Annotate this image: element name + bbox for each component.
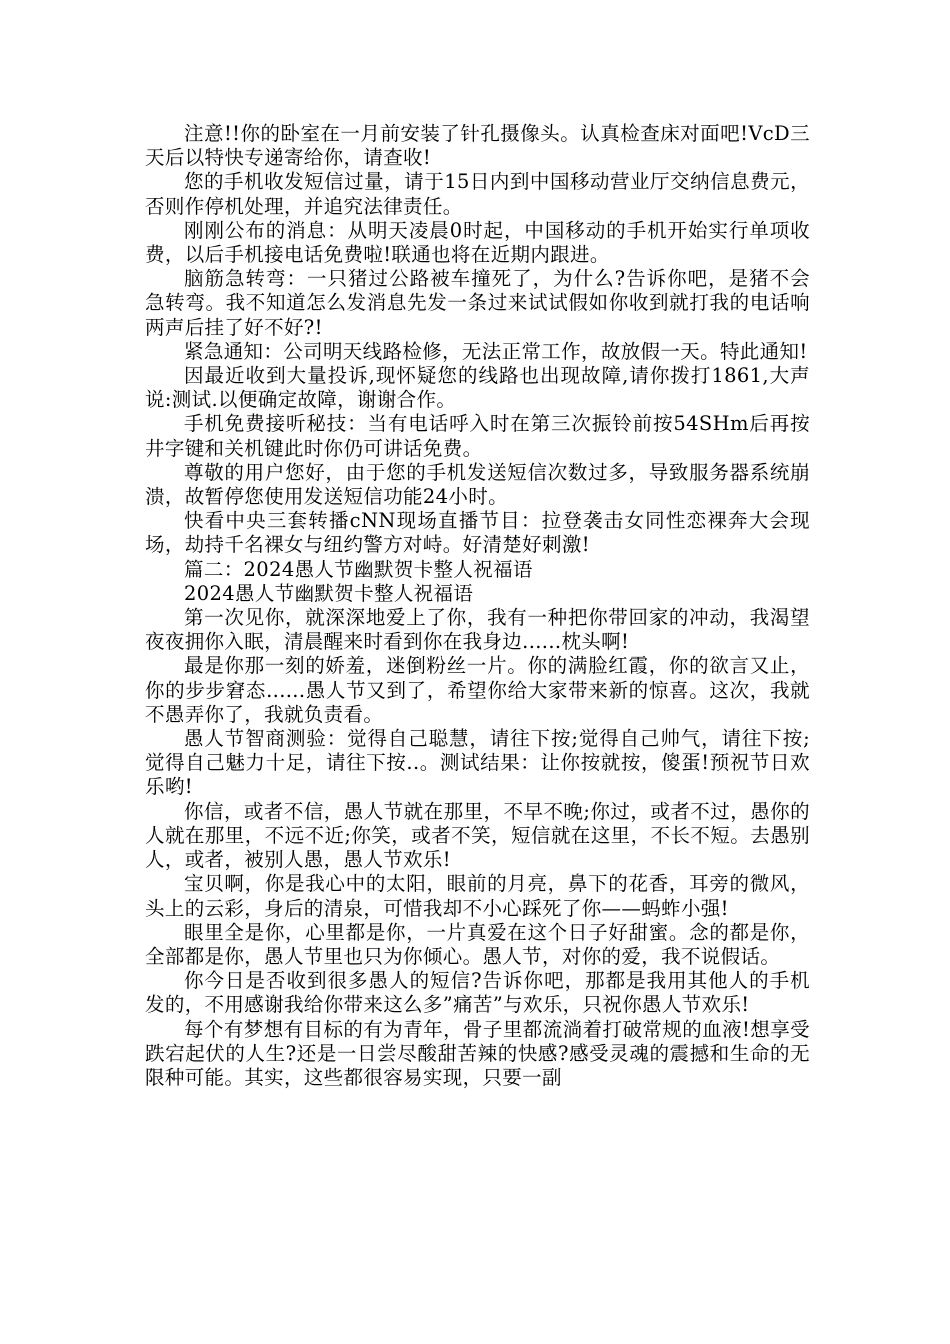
paragraph: 紧急通知：公司明天线路检修，无法正常工作，故放假一天。特此通知! [184,339,808,363]
paragraph: 你信，或者不信，愚人节就在那里，不早不晚;你过，或者不过，愚你的人就在那里，不远不近;你笑，或者不笑，短信就在这里，不长不短。去愚别人，或者，被别人愚，愚人节欢乐! [145,799,810,872]
paragraph: 你今日是否收到很多愚人的短信?告诉你吧，那都是我用其他人的手机发的，不用感谢我给你带来这么多”痛苦”与欢乐，只祝你愚人节欢乐! [145,969,810,1017]
section-heading: 篇二：2024愚人节幽默贺卡整人祝福语 [184,557,533,581]
paragraph: 最是你那一刻的娇羞，迷倒粉丝一片。你的满脸红霞，你的欲言又止，你的步步窘态......愚人节又到了，希望你给大家带来新的惊喜。这次，我就不愚弄你了，我就负责看。 [145,654,810,726]
paragraph: 尊敬的用户您好，由于您的手机发送短信次数过多，导致服务器系统崩溃，故暂停您使用发送短信功能24小时。 [145,460,810,509]
paragraph: 每个有梦想有目标的有为青年，骨子里都流淌着打破常规的血液!想享受跌宕起伏的人生?还是一日尝尽酸甜苦辣的快感?感受灵魂的震撼和生命的无限种可能。其实，这些都很容易实现，只要一副 [145,1017,810,1089]
paragraph: 快看中央三套转播cNN现场直播节目：拉登袭击女同性恋裸奔大会现场，劫持千名裸女与纽约警方对峙。好清楚好刺激! [145,509,810,557]
document-body [145,122,810,1090]
paragraph: 您的手机收发短信过量，请于15日内到中国移动营业厅交纳信息费元，否则作停机处理，并追究法律责任。 [145,170,810,218]
paragraph: 因最近收到大量投诉,现怀疑您的线路也出现故障,请你拨打1861,大声说:测试.以便确定故障，谢谢合作。 [145,364,810,412]
paragraph: 眼里全是你，心里都是你，一片真爱在这个日子好甜蜜。念的都是你，全部都是你，愚人节里也只为你倾心。愚人节，对你的爱，我不说假话。 [145,920,810,968]
paragraph: 注意!!你的卧室在一月前安装了针孔摄像头。认真检查床对面吧!VcD三天后以特快专递寄给你，请查收! [145,122,810,170]
paragraph: 宝贝啊，你是我心中的太阳，眼前的月亮，鼻下的花香，耳旁的微风，头上的云彩，身后的清泉，可惜我却不小心踩死了你——蚂蚱小强! [145,872,810,920]
paragraph: 第一次见你，就深深地爱上了你，我有一种把你带回家的冲动，我渴望夜夜拥你入眠，清晨醒来时看到你在我身边......枕头啊! [145,606,810,654]
paragraph: 愚人节智商测验：觉得自己聪慧，请往下按;觉得自己帅气，请往下按;觉得自己魅力十足，请往下按..。测试结果：让你按就按，傻蛋!预祝节日欢乐哟! [145,727,810,799]
section-subheading: 2024愚人节幽默贺卡整人祝福语 [184,581,474,605]
paragraph: 脑筋急转弯：一只猪过公路被车撞死了，为什么?告诉你吧，是猪不会急转弯。我不知道怎么发消息先发一条过来试试假如你收到就打我的电话响两声后挂了好不好?! [145,267,810,339]
paragraph: 刚刚公布的消息：从明天凌晨0时起，中国移动的手机开始实行单项收费，以后手机接电话免费啦!联通也将在近期内跟进。 [145,218,810,267]
paragraph: 手机免费接听秘技：当有电话呼入时在第三次振铃前按54SHm后再按井字键和关机键此时你仍可讲话免费。 [145,412,810,460]
